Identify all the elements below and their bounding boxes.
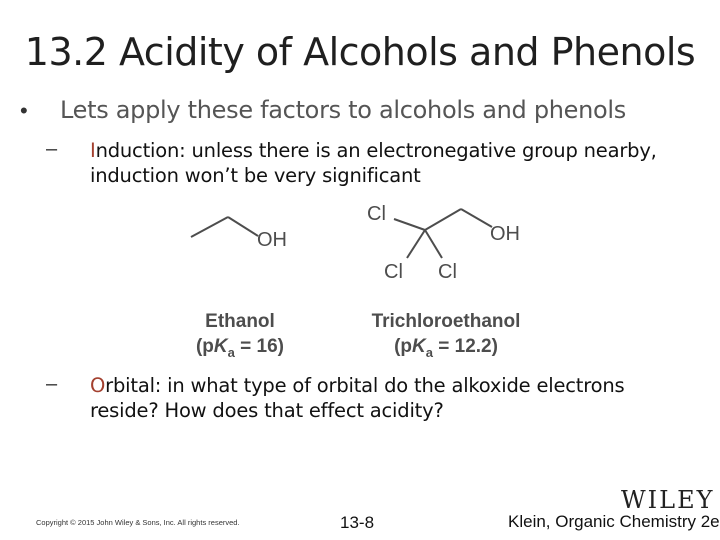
subpoint-line2: reside? How does that effect acidity? [90, 399, 444, 422]
ethanol-structure [191, 217, 258, 237]
wiley-logo: WILEY [621, 486, 715, 514]
bullet-text: Lets apply these factors to alcohols and phenols [60, 96, 626, 124]
ethanol-bond-1 [191, 217, 228, 237]
footer-book-title: Klein, Organic Chemistry 2e [508, 512, 720, 531]
accent-letter: O [90, 374, 106, 397]
subpoint-orbital [90, 373, 690, 423]
molecule-figure [0, 190, 720, 370]
footer-page-number: 13-8 [340, 513, 375, 532]
subpoint-dash-orbital: – [46, 373, 58, 395]
trichloroethanol-structure [394, 209, 492, 258]
ethanol-bond-2 [228, 217, 258, 236]
tce-bond-cl-top [394, 219, 425, 230]
tce-bond-co [461, 209, 492, 227]
tce-bond-cc [425, 209, 461, 230]
accent-letter: I [90, 139, 96, 162]
tce-oh-label: OH [490, 223, 520, 245]
ethanol-name: Ethanol [205, 311, 275, 332]
subpoint-line1: nduction: unless there is an electronegative group nearby, [95, 139, 657, 162]
subpoint-line2: induction won’t be very significant [90, 164, 421, 187]
tce-bond-cl-left [407, 230, 425, 258]
subpoint-induction [90, 138, 690, 188]
subpoint-line1: rbital: in what type of orbital do the alkoxide electrons [105, 374, 625, 397]
ethanol-pka: $(pK_a = 16)$ [195, 336, 285, 360]
tce-cl-left-label: Cl [384, 261, 403, 283]
tce-cl-right-label: Cl [438, 261, 457, 283]
tce-name: Trichloroethanol [371, 311, 521, 332]
ethanol-oh-label: OH [257, 229, 287, 251]
tce-bond-cl-right [425, 230, 442, 258]
slide-title: 13.2 Acidity of Alcohols and Phenols [24, 30, 696, 74]
tce-cl-top-label: Cl [367, 203, 386, 225]
bullet-marker: • [20, 98, 28, 123]
subpoint-dash-induction: – [46, 138, 58, 160]
footer-copyright: Copyright © 2015 John Wiley & Sons, Inc. All rights reserved. [36, 518, 240, 527]
tce-pka: $(pK_a = 12.2)$ [394, 336, 498, 360]
